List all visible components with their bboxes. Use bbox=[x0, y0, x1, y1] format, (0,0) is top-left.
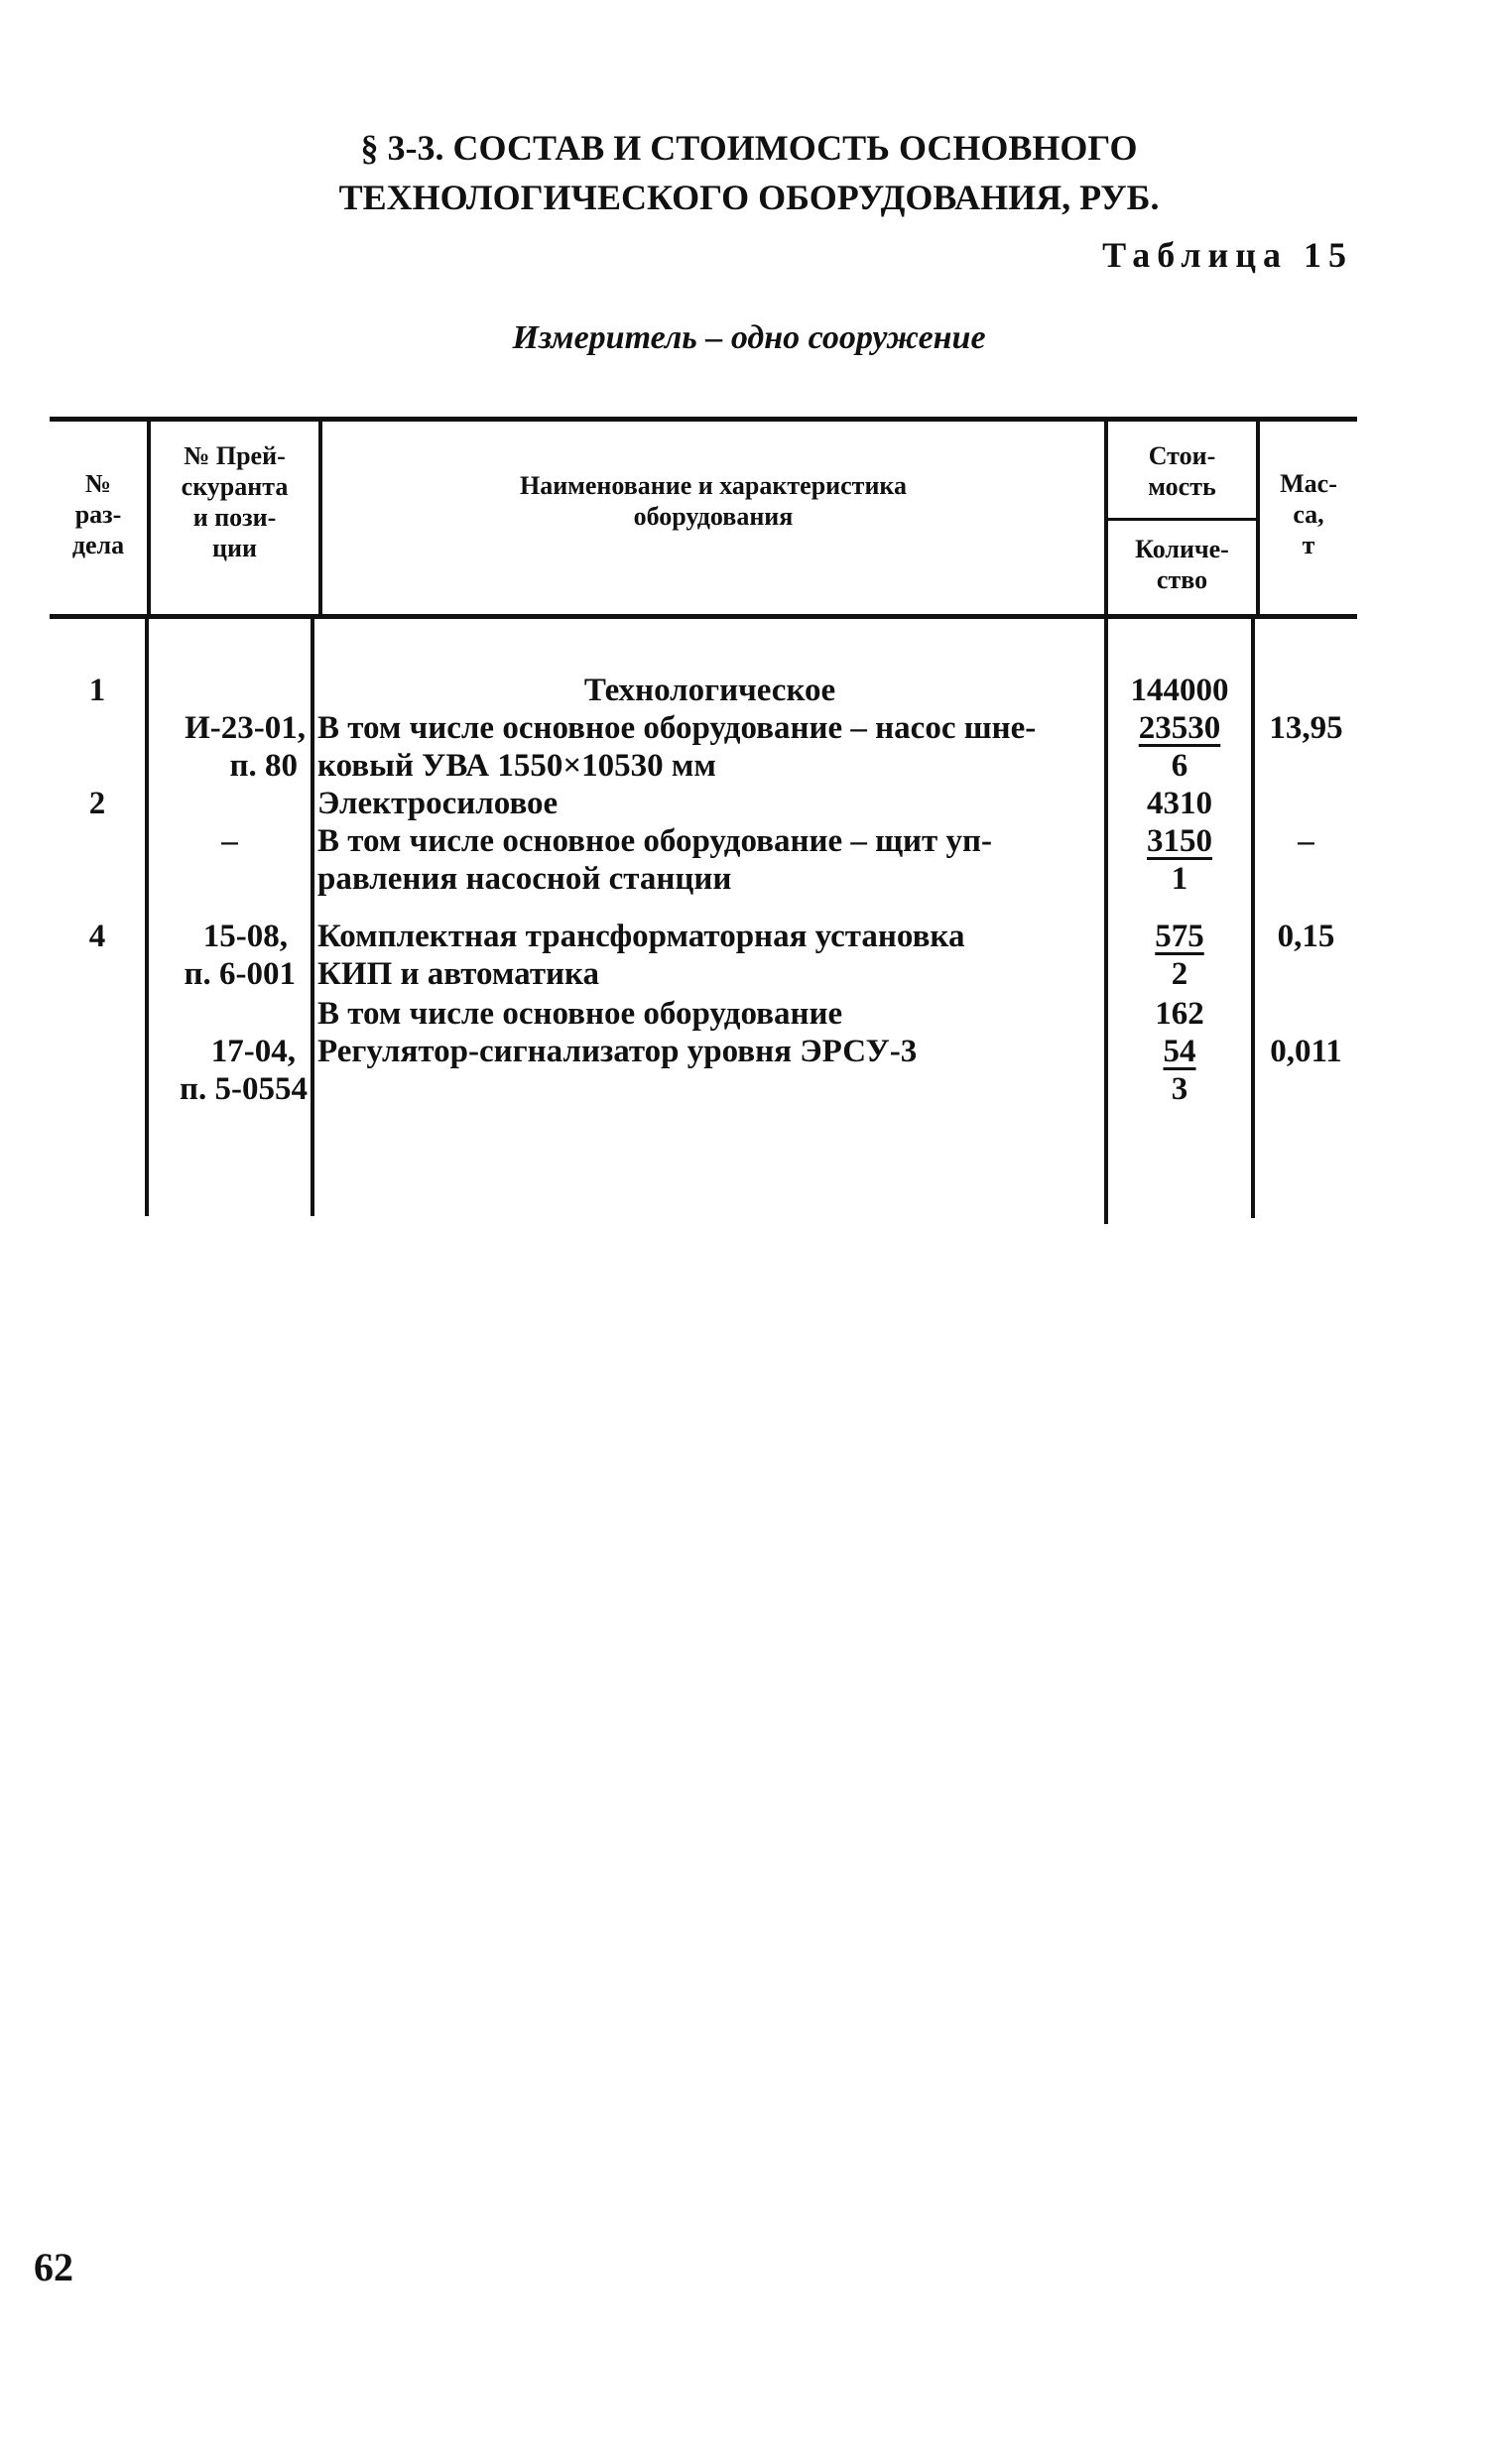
row7-price-list: 15-08, bbox=[202, 919, 288, 954]
row5-cost: 3150 bbox=[1147, 823, 1212, 859]
row1-cost: 144000 bbox=[1130, 673, 1229, 708]
row10-mass: 0,011 bbox=[1270, 1034, 1342, 1069]
row7-mass: 0,15 bbox=[1277, 919, 1335, 954]
heading-line-1: § 3-3. СОСТАВ И СТОИМОСТЬ ОСНОВНОГО bbox=[360, 128, 1138, 168]
table-label: Таблица 15 bbox=[1102, 235, 1353, 275]
row9-cost: 162 bbox=[1155, 996, 1204, 1032]
row11-price-list: п. 5-0554 bbox=[179, 1071, 308, 1107]
row4-section: 2 bbox=[88, 786, 106, 821]
measure-caption: Измеритель – одно сооружение bbox=[512, 319, 986, 356]
row7-section: 4 bbox=[88, 919, 106, 954]
row8-quantity: 2 bbox=[1171, 956, 1188, 992]
section-heading bbox=[0, 123, 1498, 222]
row9-name: В том числе основное оборудование bbox=[317, 996, 843, 1032]
row3-quantity: 6 bbox=[1171, 748, 1188, 784]
row4-name: Электросиловое bbox=[317, 786, 559, 821]
header-name: Наименование и характеристика оборудования bbox=[519, 471, 908, 531]
row5-price-list: – bbox=[221, 823, 238, 859]
cost-quantity-divider bbox=[1107, 518, 1258, 521]
row7-cost: 575 bbox=[1155, 919, 1204, 954]
row11-quantity: 3 bbox=[1171, 1071, 1188, 1107]
header-section: № раз- дела bbox=[71, 469, 125, 559]
row10-price-list: 17-04, bbox=[210, 1034, 296, 1069]
heading-line-2: ТЕХНОЛОГИЧЕСКОГО ОБОРУДОВАНИЯ, РУБ. bbox=[338, 178, 1160, 217]
row10-cost: 54 bbox=[1163, 1034, 1196, 1069]
header-quantity: Количе- ство bbox=[1135, 535, 1229, 594]
row8-price-list: п. 6-001 bbox=[184, 956, 296, 992]
page-number: 62 bbox=[34, 2245, 73, 2289]
header-mass: Мас- са, т bbox=[1280, 469, 1337, 559]
row1-name: Технологическое bbox=[583, 673, 836, 708]
row5-name: В том числе основное оборудование – щит уп- bbox=[317, 823, 992, 859]
header-price-list: № Прей- скуранта и пози- ции bbox=[181, 441, 289, 562]
row2-price-list: И-23-01, bbox=[185, 710, 306, 746]
col-divider-2-body bbox=[311, 617, 314, 1216]
col-divider-1-body bbox=[145, 617, 149, 1216]
row5-mass: – bbox=[1298, 823, 1314, 859]
row10-name: Регулятор-сигнализатор уровня ЭРСУ-3 bbox=[317, 1034, 918, 1069]
row6-quantity: 1 bbox=[1171, 861, 1188, 897]
header-cost: Стои- мость bbox=[1148, 441, 1216, 501]
row2-cost: 23530 bbox=[1138, 710, 1221, 746]
row3-name: ковый УВА 1550×10530 мм bbox=[317, 748, 716, 784]
row8-name: КИП и автоматика bbox=[317, 956, 600, 992]
row2-mass: 13,95 bbox=[1269, 710, 1343, 746]
table-top-rule bbox=[50, 417, 1357, 422]
row7-name: Комплектная трансформаторная установка bbox=[317, 919, 965, 954]
row6-name: равления насосной станции bbox=[317, 861, 732, 897]
row4-cost: 4310 bbox=[1147, 786, 1212, 821]
row2-name: В том числе основное оборудование – насос шне- bbox=[317, 710, 1037, 746]
row3-price-list: п. 80 bbox=[229, 748, 298, 784]
row1-section: 1 bbox=[88, 673, 106, 708]
table-header-rule bbox=[50, 614, 1357, 619]
